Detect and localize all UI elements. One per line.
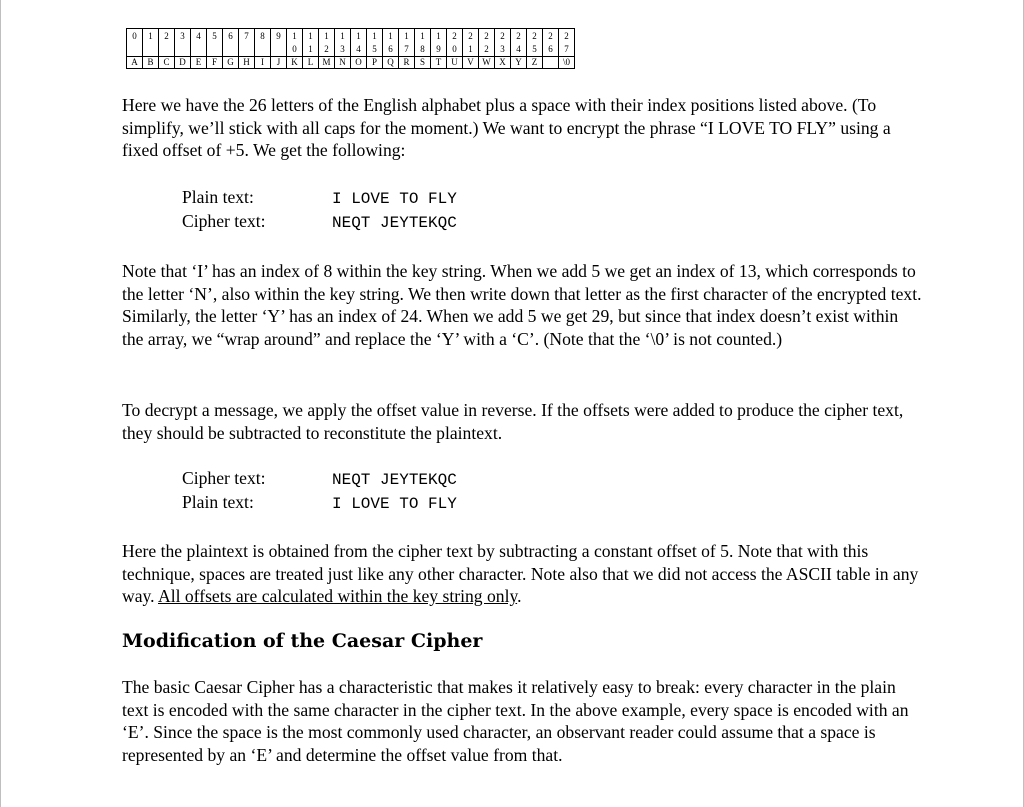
index-digit: 2 — [164, 31, 169, 41]
index-digit: 5 — [372, 44, 377, 54]
letter-cell: A — [127, 57, 143, 69]
index-digit: 0 — [292, 44, 297, 54]
index-cell — [367, 29, 383, 57]
letter-cell: U — [447, 57, 463, 69]
letter-cell: Z — [527, 57, 543, 69]
letter-cell: E — [191, 57, 207, 69]
index-digit: 2 — [484, 31, 489, 41]
plain-text-label: Plain text: — [182, 187, 254, 207]
letter-row — [127, 57, 575, 69]
index-cell — [287, 29, 303, 57]
letter-cell: O — [351, 57, 367, 69]
index-digit: 2 — [452, 31, 457, 41]
index-digit: 1 — [292, 31, 297, 41]
index-digit: 7 — [244, 31, 249, 41]
index-cell — [239, 29, 255, 57]
letter-cell: G — [223, 57, 239, 69]
index-cell — [511, 29, 527, 57]
cipher-text-value: NEQT JEYTEKQC — [332, 214, 457, 232]
letter-cell: R — [399, 57, 415, 69]
index-cell — [303, 29, 319, 57]
index-digit: 3 — [500, 44, 505, 54]
letter-cell: X — [495, 57, 511, 69]
index-cell — [447, 29, 463, 57]
letter-cell: \0 — [559, 57, 575, 69]
index-digit: 2 — [484, 44, 489, 54]
index-digit: 6 — [388, 44, 393, 54]
index-cell — [559, 29, 575, 57]
index-digit: 4 — [356, 44, 361, 54]
index-digit: 2 — [468, 31, 473, 41]
letter-cell: Y — [511, 57, 527, 69]
letter-cell: N — [335, 57, 351, 69]
index-digit: 1 — [404, 31, 409, 41]
index-cell — [399, 29, 415, 57]
letter-cell: S — [415, 57, 431, 69]
index-cell — [479, 29, 495, 57]
index-cell — [143, 29, 159, 57]
index-digit: 1 — [420, 31, 425, 41]
index-cell — [271, 29, 287, 57]
letter-cell: I — [255, 57, 271, 69]
index-digit: 5 — [532, 44, 537, 54]
index-digit: 7 — [564, 44, 569, 54]
index-digit: 1 — [468, 44, 473, 54]
offset-note-text: Here the plaintext is obtained from the cipher text by subtracting a constant offset of 5. Note that with this technique, spaces are treated just like any other character. Note also that we did not access the ASCII table in any way. — [122, 541, 919, 606]
index-digit: 1 — [148, 31, 153, 41]
letter-cell: H — [239, 57, 255, 69]
index-digit: 2 — [516, 31, 521, 41]
letter-cell: B — [143, 57, 159, 69]
index-cell — [431, 29, 447, 57]
index-digit: 5 — [212, 31, 217, 41]
index-digit: 8 — [420, 44, 425, 54]
paragraph-intro: Here we have the 26 letters of the English alphabet plus a space with their index positions listed above. (To simplify, we’ll stick with all caps for the moment.) We want to encrypt the phrase “I LOVE TO FLY” using a fixed offset of +5. We get the following: — [122, 95, 891, 160]
index-digit: 2 — [532, 31, 537, 41]
letter-cell: M — [319, 57, 335, 69]
index-digit: 3 — [340, 44, 345, 54]
letter-cell: L — [303, 57, 319, 69]
index-digit: 0 — [452, 44, 457, 54]
paragraph-offset-note — [122, 540, 922, 608]
index-digit: 9 — [276, 31, 281, 41]
letter-cell: D — [175, 57, 191, 69]
index-digit: 1 — [340, 31, 345, 41]
index-digit: 1 — [308, 44, 313, 54]
key-string-index-table — [126, 28, 575, 69]
paragraph-modification: The basic Caesar Cipher has a characteristic that makes it relatively easy to break: every character in the plain text is encoded with the same character in the cipher text. In the above example, every space is encoded with an ‘E’. Since the space is the most commonly used character, an observant reader could assume that a space is represented by an ‘E’ and determine the offset value from that. — [122, 677, 909, 765]
letter-cell: J — [271, 57, 287, 69]
section-heading: Modification of the Caesar Cipher — [122, 630, 483, 652]
index-digit: 1 — [356, 31, 361, 41]
plain-text-value: I LOVE TO FLY — [332, 190, 457, 208]
index-digit: 3 — [180, 31, 185, 41]
letter-cell: Q — [383, 57, 399, 69]
index-digit: 1 — [372, 31, 377, 41]
index-cell — [495, 29, 511, 57]
plain-text-label: Plain text: — [182, 492, 254, 512]
index-cell — [415, 29, 431, 57]
letter-cell: K — [287, 57, 303, 69]
index-cell — [255, 29, 271, 57]
index-digit: 1 — [324, 31, 329, 41]
index-cell — [351, 29, 367, 57]
letter-cell — [543, 57, 559, 69]
index-row — [127, 29, 575, 57]
index-digit: 2 — [548, 31, 553, 41]
index-cell — [175, 29, 191, 57]
paragraph-decrypt: To decrypt a message, we apply the offset value in reverse. If the offsets were added to produce the cipher text, they should be subtracted to reconstitute the plaintext. — [122, 400, 904, 443]
index-cell — [207, 29, 223, 57]
encrypt-example — [182, 185, 457, 233]
index-cell — [335, 29, 351, 57]
index-digit: 2 — [324, 44, 329, 54]
index-digit: 1 — [388, 31, 393, 41]
letter-cell: T — [431, 57, 447, 69]
letter-cell: C — [159, 57, 175, 69]
plain-text-value: I LOVE TO FLY — [332, 495, 457, 513]
index-cell — [527, 29, 543, 57]
paragraph-explanation: Note that ‘I’ has an index of 8 within the key string. When we add 5 we get an index of 13, which corresponds to the letter ‘N’, also within the key string. We then write down that letter as the first character of the encrypted text. Similarly, the letter ‘Y’ has an index of 24. When we add 5 we get 29, but since that index doesn’t exist within the array, we “wrap around” and replace the ‘Y’ with a ‘C’. (Note that the ‘\0’ is not counted.) — [122, 261, 922, 349]
underlined-emphasis: All offsets are calculated within the key string only — [158, 586, 518, 606]
cipher-text-value: NEQT JEYTEKQC — [332, 471, 457, 489]
index-cell — [159, 29, 175, 57]
index-digit: 1 — [436, 31, 441, 41]
index-cell — [543, 29, 559, 57]
index-cell — [127, 29, 143, 57]
index-digit: 4 — [516, 44, 521, 54]
index-digit: 0 — [132, 31, 137, 41]
letter-cell: P — [367, 57, 383, 69]
index-digit: 6 — [548, 44, 553, 54]
index-digit: 2 — [500, 31, 505, 41]
index-digit: 7 — [404, 44, 409, 54]
offset-note-period: . — [517, 586, 522, 606]
index-digit: 6 — [228, 31, 233, 41]
index-cell — [463, 29, 479, 57]
index-cell — [319, 29, 335, 57]
index-digit: 8 — [260, 31, 265, 41]
index-digit: 4 — [196, 31, 201, 41]
index-digit: 2 — [564, 31, 569, 41]
cipher-text-label: Cipher text: — [182, 211, 266, 231]
index-cell — [191, 29, 207, 57]
index-digit: 1 — [308, 31, 313, 41]
cipher-text-label: Cipher text: — [182, 468, 266, 488]
page-edge-left — [0, 0, 1, 807]
index-digit: 9 — [436, 44, 441, 54]
index-cell — [383, 29, 399, 57]
decrypt-example — [182, 466, 457, 514]
letter-cell: W — [479, 57, 495, 69]
letter-cell: V — [463, 57, 479, 69]
index-cell — [223, 29, 239, 57]
letter-cell: F — [207, 57, 223, 69]
